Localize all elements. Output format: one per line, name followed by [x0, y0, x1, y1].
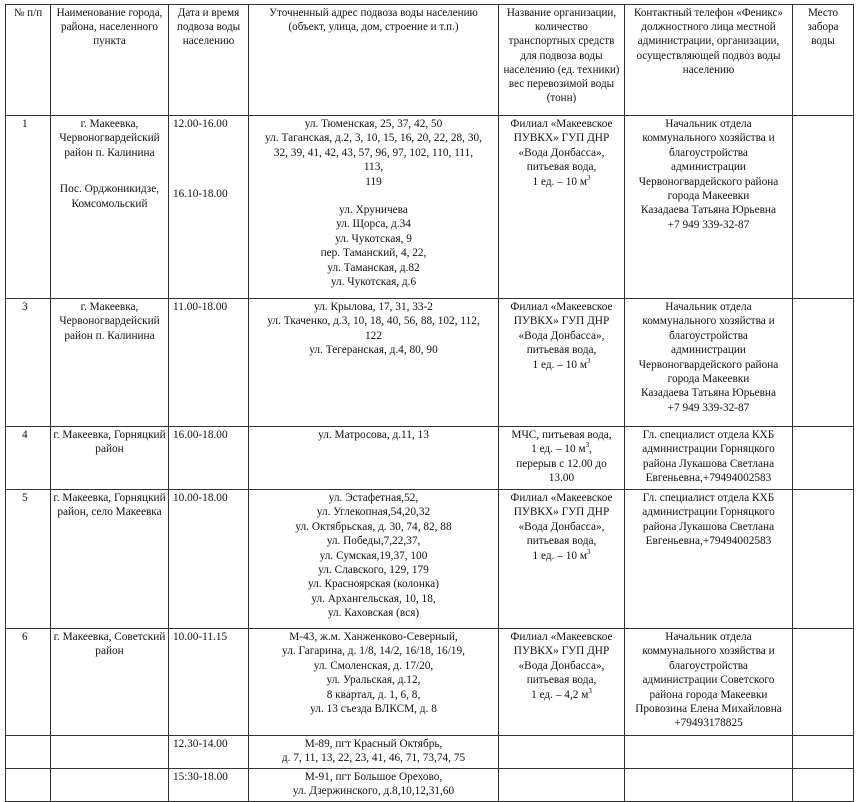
table-row — [6, 769, 854, 802]
cell-location: г. Макеевка, Горняцкий район, село Макеевка — [51, 490, 169, 629]
cell-num — [6, 769, 51, 802]
cell-contact: Гл. специалист отдела КХБ администрации Горняцкого района Лукашова Светлана Евгеньевна,+79494002583 — [625, 490, 793, 629]
cell-time: 16.00-18.00 — [169, 427, 249, 490]
cell-organization — [499, 769, 625, 802]
header-org: Название организации, количество транспортных средств для подвоза воды населению (ед. техники) вес перевозимой воды (тонн) — [499, 5, 625, 116]
header-name: Наименование города, района, населенного пункта — [51, 5, 169, 116]
cell-time: 10.00-11.15 — [169, 629, 249, 736]
cell-place — [793, 427, 854, 490]
cell-contact — [625, 736, 793, 769]
cell-time: 15:30-18.00 — [169, 769, 249, 802]
cell-time: 10.00-18.00 — [169, 490, 249, 629]
table-row — [6, 490, 854, 629]
cell-location: г. Макеевка, Червоногвардейский район п. Калинина Пос. Орджоникидзе, Комсомольский — [51, 116, 169, 299]
header-row — [6, 5, 854, 116]
cell-num: 5 — [6, 490, 51, 629]
cell-num: 3 — [6, 299, 51, 427]
cell-location: г. Макеевка, Горняцкий район — [51, 427, 169, 490]
cell-location — [51, 769, 169, 802]
table-row — [6, 299, 854, 427]
cell-location: г. Макеевка, Червоногвардейский район п. Калинина — [51, 299, 169, 427]
cell-contact: Начальник отдела коммунального хозяйства и благоустройства администрации Советского района города Макеевки Провозина Елена Михайловна +79493178825 — [625, 629, 793, 736]
header-address: Уточненный адрес подвоза воды населению (объект, улица, дом, строение и т.п.) — [249, 5, 499, 116]
cell-contact: Начальник отдела коммунального хозяйства и благоустройства администрации Червоногвардейского района города Макеевки Казадаева Татьяна Юрьевна +7 949 339-32-87 — [625, 299, 793, 427]
cell-num — [6, 736, 51, 769]
cell-address: ул. Тюменская, 25, 37, 42, 50 ул. Таганская, д.2, 3, 10, 15, 16, 20, 22, 28, 30, 32, 39, 41, 42, 43, 57, 96, 97, 102, 110, 111, 113, 119 ул. Хруничева ул. Щорса, д.34 ул. Чукотская, 9 пер. Таманский, 4, 22, ул. Таманская, д.82 ул. Чукотская, д.6 — [249, 116, 499, 299]
table-row — [6, 629, 854, 736]
cell-contact: Гл. специалист отдела КХБ администрации Горняцкого района Лукашова Светлана Евгеньевна,+79494002583 — [625, 427, 793, 490]
cell-organization: Филиал «Макеевское ПУВКХ» ГУП ДНР «Вода Донбасса», питьевая вода, 1 ед. – 10 $м^3$ — [499, 299, 625, 427]
cell-num: 4 — [6, 427, 51, 490]
cell-contact — [625, 769, 793, 802]
header-num: № п/п — [6, 5, 51, 116]
cell-place — [793, 629, 854, 736]
cell-address: М-43, ж.м. Ханженково-Северный, ул. Гагарина, д. 1/8, 14/2, 16/18, 16/19, ул. Смоленская, д. 17/20, ул. Уральская, д.12, 8 квартал, д. 1, 6, 8, ул. 13 съезда ВЛКСМ, д. 8 — [249, 629, 499, 736]
cell-location — [51, 736, 169, 769]
cell-place — [793, 116, 854, 299]
cell-place — [793, 769, 854, 802]
cell-organization: Филиал «Макеевское ПУВКХ» ГУП ДНР «Вода Донбасса», питьевая вода, 1 ед. – 10 $м^3$ — [499, 490, 625, 629]
cell-address: ул. Крылова, 17, 31, 33-2 ул. Ткаченко, д.3, 10, 18, 40, 56, 88, 102, 112, 122 ул. Тегеранская, д.4, 80, 90 — [249, 299, 499, 427]
cell-num: 1 — [6, 116, 51, 299]
cell-time: 11.00-18.00 — [169, 299, 249, 427]
table-row — [6, 427, 854, 490]
cell-num: 6 — [6, 629, 51, 736]
cell-location: г. Макеевка, Советский район — [51, 629, 169, 736]
header-datetime: Дата и время подвоза воды населению — [169, 5, 249, 116]
cell-place — [793, 490, 854, 629]
water-delivery-table — [5, 4, 854, 802]
cell-address: М-89, пгт Красный Октябрь, д. 7, 11, 13, 22, 23, 41, 46, 71, 73,74, 75 — [249, 736, 499, 769]
cell-address: ул. Матросова, д.11, 13 — [249, 427, 499, 490]
cell-address: М-91, пгт Большое Орехово, ул. Дзержинского, д.8,10,12,31,60 — [249, 769, 499, 802]
cell-contact: Начальник отдела коммунального хозяйства и благоустройства администрации Червоногвардейского района города Макеевки Казадаева Татьяна Юрьевна +7 949 339-32-87 — [625, 116, 793, 299]
cell-address: ул. Эстафетная,52, ул. Углекопная,54,20,32 ул. Октябрьская, д. 30, 74, 82, 88 ул. Победы,7,22,37, ул. Сумская,19,37, 100 ул. Славского, 129, 179 ул. Красноярская (колонка) ул. Архангельская, 10, 18, ул. Каховская (вся) — [249, 490, 499, 629]
cell-place — [793, 736, 854, 769]
cell-time: 12.00-16.00 16.10-18.00 — [169, 116, 249, 299]
header-place: Место забора воды — [793, 5, 854, 116]
header-phone: Контактный телефон «Феникс» должностного лица местной администрации, организации, осуществляющей подвоз воды населению — [625, 5, 793, 116]
cell-organization: Филиал «Макеевское ПУВКХ» ГУП ДНР «Вода Донбасса», питьевая вода, 1 ед. – 4,2 $м^3$ — [499, 629, 625, 736]
cell-place — [793, 299, 854, 427]
table-row — [6, 116, 854, 299]
cell-organization: МЧС, питьевая вода, 1 ед. – 10 $м^3$, перерыв с 12.00 до 13.00 — [499, 427, 625, 490]
table-row — [6, 736, 854, 769]
cell-organization — [499, 736, 625, 769]
cell-organization: Филиал «Макеевское ПУВКХ» ГУП ДНР «Вода Донбасса», питьевая вода, 1 ед. – 10 $м^3$ — [499, 116, 625, 299]
cell-time: 12.30-14.00 — [169, 736, 249, 769]
